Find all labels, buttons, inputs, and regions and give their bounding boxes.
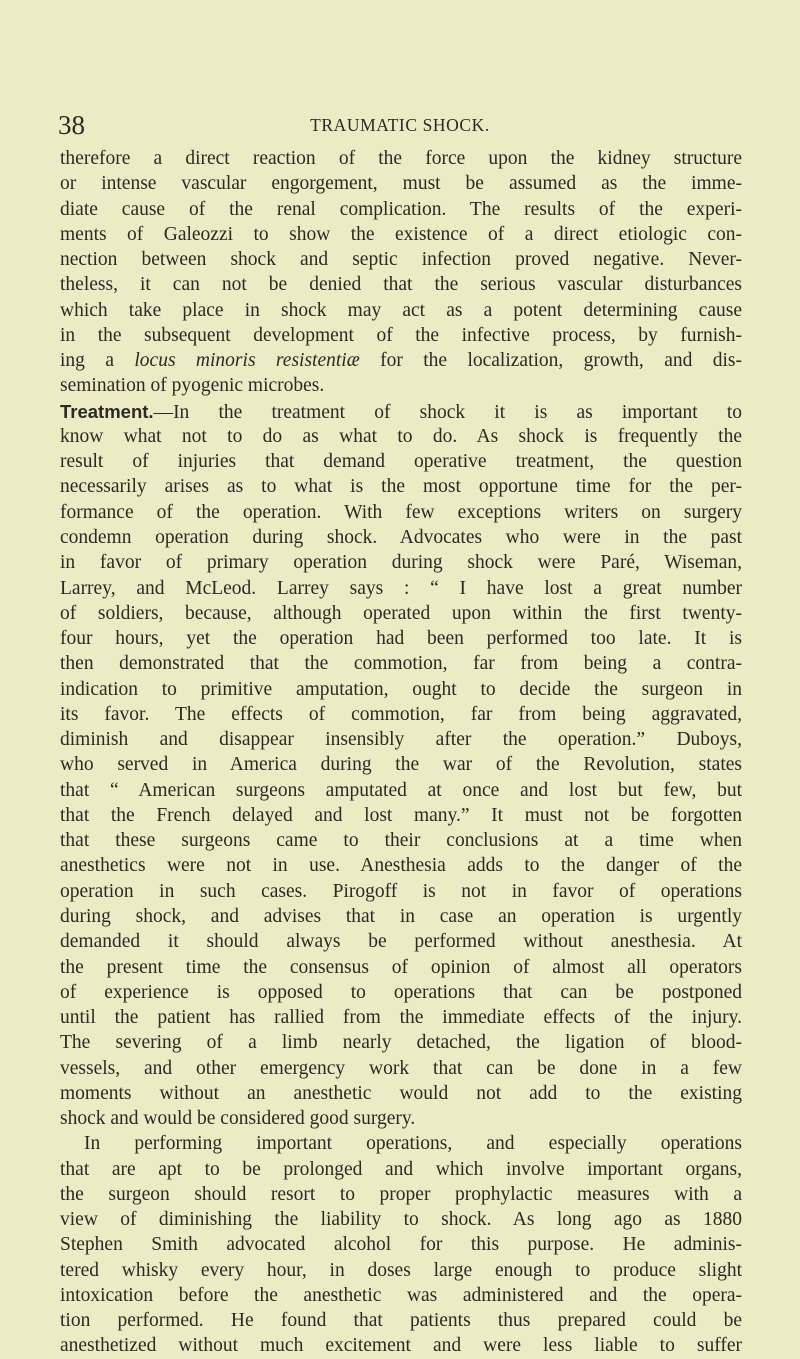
text-line: until the patient has rallied from the immediate effects of the injury. bbox=[60, 1007, 742, 1029]
text-line: formance of the operation. With few exceptions writers on surgery bbox=[60, 501, 742, 523]
text-line: of soldiers, because, although operated upon within the first twenty- bbox=[60, 602, 742, 624]
text-line: its favor. The effects of commotion, far from being aggravated, bbox=[60, 703, 742, 725]
text-line: during shock, and advises that in case an operation is urgently bbox=[60, 905, 742, 927]
latin-phrase: locus minoris resistentiæ bbox=[134, 350, 360, 372]
text-line: tered whisky every hour, in doses large enough to produce slight bbox=[60, 1259, 742, 1281]
page-header bbox=[0, 108, 800, 142]
text-line: know what not to do as what to do. As shock is frequently the bbox=[60, 425, 742, 447]
page-number: 38 bbox=[58, 110, 85, 140]
text-line: moments without an anesthetic would not add to the existing bbox=[60, 1082, 742, 1104]
text-line: diminish and disappear insensibly after the operation.” Duboys, bbox=[60, 729, 742, 751]
text-line: in the subsequent development of the infective process, by furnish- bbox=[60, 324, 742, 346]
text-segment: for the localization, growth, and dis- bbox=[359, 350, 742, 372]
text-line: or intense vascular engorgement, must be assumed as the imme- bbox=[60, 173, 742, 195]
text-line: vessels, and other emergency work that can be done in a few bbox=[60, 1057, 742, 1079]
text-line: theless, it can not be denied that the serious vascular disturbances bbox=[60, 274, 742, 296]
text-line: operation in such cases. Pirogoff is not in favor of operations bbox=[60, 880, 742, 902]
text-segment: ing a bbox=[60, 350, 135, 372]
text-line: indication to primitive amputation, ought to decide the surgeon in bbox=[60, 678, 742, 700]
text-line: which take place in shock may act as a potent determining cause bbox=[60, 299, 742, 321]
text-line: four hours, yet the operation had been performed too late. It is bbox=[60, 628, 742, 650]
text-line: tion performed. He found that patients thus prepared could be bbox=[60, 1310, 742, 1332]
section-heading: Treatment. bbox=[60, 400, 154, 422]
text-line: Larrey, and McLeod. Larrey says : “ I have lost a great number bbox=[60, 577, 742, 599]
text-line: diate cause of the renal complication. The results of the experi- bbox=[60, 198, 742, 220]
text-line: result of injuries that demand operative treatment, the question bbox=[60, 451, 742, 473]
text-line: that the French delayed and lost many.” It must not be forgotten bbox=[60, 804, 742, 826]
text-line: In performing important operations, and especially operations bbox=[84, 1133, 742, 1155]
text-line: therefore a direct reaction of the force upon the kidney structure bbox=[60, 148, 742, 169]
text-line: that “ American surgeons amputated at once and lost but few, but bbox=[60, 779, 742, 801]
text-line: ments of Galeozzi to show the existence of a direct etiologic con- bbox=[60, 223, 742, 245]
text-line: the surgeon should resort to proper prophylactic measures with a bbox=[60, 1183, 742, 1205]
text-line: that are apt to be prolonged and which involve important organs, bbox=[60, 1158, 742, 1180]
text-segment: —In the treatment of shock it is as important to bbox=[153, 401, 742, 423]
text-line: nection between shock and septic infection proved negative. Never- bbox=[60, 249, 742, 271]
text-line: the present time the consensus of opinion of almost all operators bbox=[60, 956, 742, 978]
text-line: condemn operation during shock. Advocates who were in the past bbox=[60, 526, 742, 548]
text-line: semination of pyogenic microbes. bbox=[60, 375, 325, 397]
text-line: anesthetized without much excitement and were less liable to suffer bbox=[60, 1335, 742, 1357]
text-line: then demonstrated that the commotion, far from being a contra- bbox=[60, 653, 742, 675]
text-line: Stephen Smith advocated alcohol for this purpose. He adminis- bbox=[60, 1234, 742, 1256]
text-line: in favor of primary operation during shock were Paré, Wiseman, bbox=[60, 552, 742, 574]
text-line bbox=[60, 399, 742, 424]
text-line: intoxication before the anesthetic was administered and the opera- bbox=[60, 1284, 742, 1306]
body-text bbox=[60, 146, 742, 1359]
text-line: necessarily arises as to what is the most opportune time for the per- bbox=[60, 476, 742, 498]
text-line bbox=[60, 348, 742, 373]
text-line: shock and would be considered good surgery. bbox=[60, 1108, 416, 1130]
text-line: demanded it should always be performed without anesthesia. At bbox=[60, 931, 742, 953]
text-line: that these surgeons came to their conclusions at a time when bbox=[60, 830, 742, 852]
running-head: TRAUMATIC SHOCK. bbox=[310, 115, 490, 135]
text-line: anesthetics were not in use. Anesthesia adds to the danger of the bbox=[60, 855, 742, 877]
text-line: The severing of a limb nearly detached, the ligation of blood- bbox=[60, 1032, 742, 1054]
text-line: who served in America during the war of the Revolution, states bbox=[60, 754, 742, 776]
text-line: of experience is opposed to operations that can be postponed bbox=[60, 981, 742, 1003]
text-line: view of diminishing the liability to shock. As long ago as 1880 bbox=[60, 1209, 742, 1231]
